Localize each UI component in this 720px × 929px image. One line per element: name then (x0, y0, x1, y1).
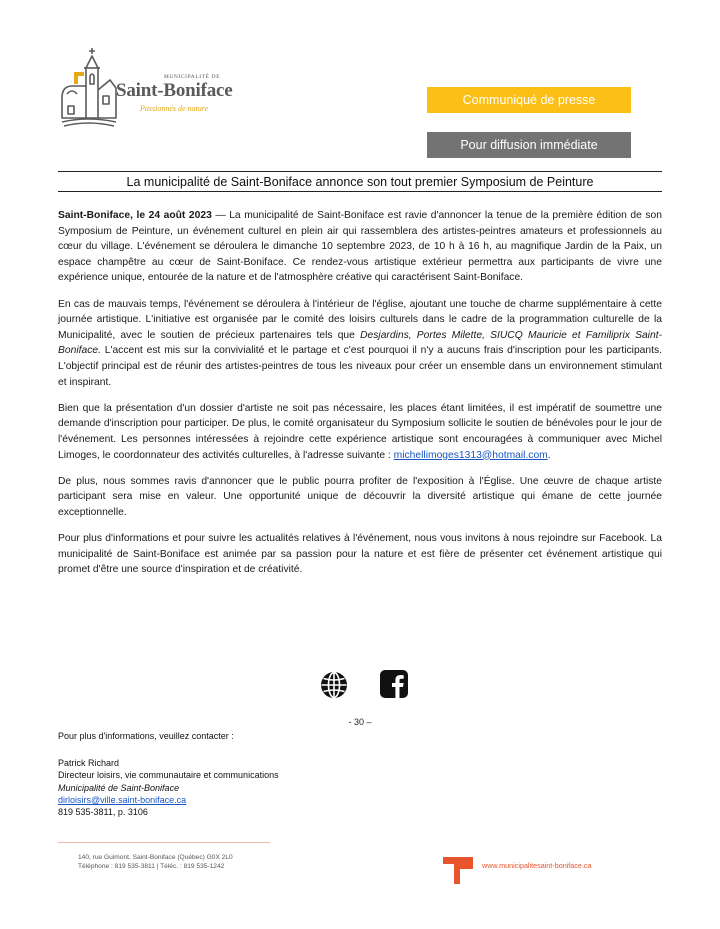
footer-address (78, 853, 233, 871)
logo-municipality-label: MUNICIPALITÉ DE (163, 74, 221, 80)
globe-icon[interactable] (319, 670, 349, 700)
dateline: Saint-Boniface, le 24 août 2023 (58, 210, 212, 221)
footer-phones: Téléphone : 819 535-3811 | Téléc. : 819 535-1242 (78, 863, 225, 870)
contact-intro: Pour plus d'informations, veuillez contacter : (58, 731, 234, 741)
contact-email-link[interactable]: dirloisirs@ville.saint-boniface.ca (58, 794, 187, 805)
paragraph-3 (58, 401, 662, 463)
contact-organization: Municipalité de Saint-Boniface (58, 782, 180, 793)
logo-name: Saint-Boniface (116, 80, 233, 101)
contact-phone: 819 535-3811, p. 3106 (58, 807, 148, 818)
document-title: La municipalité de Saint-Boniface annonce son tout premier Symposium de Peinture (58, 171, 662, 192)
paragraph-5: Pour plus d'informations et pour suivre les actualités relatives à l'événement, nous vous invitons à nous rejoindre sur Facebook. La municipalité de Saint-Boniface est animée par sa passion pour la nature et est fière de présenter cet événement artistique qui promet d'être une source d'inspiration et de créativité. (58, 533, 662, 576)
footer-street: 140, rue Guimont, Saint-Boniface (Québec) G0X 2L0 (78, 854, 233, 861)
footer-divider (58, 842, 270, 843)
contact-role: Directeur loisirs, vie communautaire et communications (58, 770, 279, 781)
contact-name: Patrick Richard (58, 758, 120, 769)
paragraph-3-text: Bien que la présentation d'un dossier d'artiste ne soit pas nécessaire, les places étant limitées, il est impératif de soumettre une demande d'inscription pour participer. De plus, le comité organisateur du Symposium sollicite le soutien de bénévoles pour le jour de l'événement. Les personnes intéressées à rejoindre cette expérience artistique sont encouragées à communiquer avec Michel Limoges, le coordonnateur des activités culturelles, à l'adresse suivante : (58, 402, 662, 461)
press-release-body (58, 208, 662, 588)
paragraph-1 (58, 208, 662, 286)
paragraph-2-text-b: L'accent est mis sur la convivialité et le partage et c'est pourquoi il n'y a aucuns frais d'inscription pour les participants. L'objectif principal est de réunir des artistes-peintres de tous les niveaux pour créer un ensemble dans un environnement stimulant et inspirant. (58, 345, 662, 388)
press-release-banner: Communiqué de presse (427, 87, 631, 113)
church-house-icon (58, 46, 118, 130)
municipality-logo (58, 46, 248, 130)
immediate-release-banner: Pour diffusion immédiate (427, 132, 631, 158)
website-link[interactable]: www.municipalitesaint-boniface.ca (482, 861, 592, 870)
logo-tagline: Passionnés de nature (140, 104, 209, 113)
municipality-mark-icon (441, 854, 475, 886)
paragraph-2 (58, 297, 662, 391)
contact-block (58, 730, 279, 818)
paragraph-4: De plus, nous sommes ravis d'annoncer que le public pourra profiter de l'exposition à l'Église. Une œuvre de chaque artiste participant sera mise en valeur. Une opportunité unique de découvrir la diversité artistique qui émane de cette journée exceptionnelle. (58, 475, 662, 518)
partners-list: Desjardins, Portes Milette, SIUCQ Mauricie et Familiprix Saint-Boniface. (58, 329, 662, 357)
paragraph-1-text: — La municipalité de Saint-Boniface est ravie d'annoncer la tenue de la première édition de son Symposium de Peinture, un événement culturel en plein air qui rassemblera des artistes-peintres amateurs et professionnels au cœur du village. L'événement se déroulera le dimanche 10 septembre 2023, de 10 h à 16 h, au magnifique Jardin de la Paix, un espace champêtre au cœur de Saint-Boniface. Ce rendez-vous artistique extérieur permettra aux participants de vivre une expérience unique, entourée de la nature et de l'atmosphère créative qui caractérisent Saint-Boniface. (58, 210, 663, 284)
end-marker: - 30 – (348, 717, 372, 727)
facebook-icon[interactable] (380, 670, 408, 698)
coordinator-email-link[interactable]: michellimoges1313@hotmail.com (393, 449, 548, 461)
paragraph-2-text-a: En cas de mauvais temps, l'événement se déroulera à l'intérieur de l'église, ajoutant une touche de charme supplémentaire à cette journée artistique. L'initiative est organisée par le comité des loisirs culturels dans le cadre de la programmation culturelle de la Municipalité, avec le soutien de précieux partenaires tels que (58, 298, 662, 341)
paragraph-3-end: . (547, 449, 551, 461)
